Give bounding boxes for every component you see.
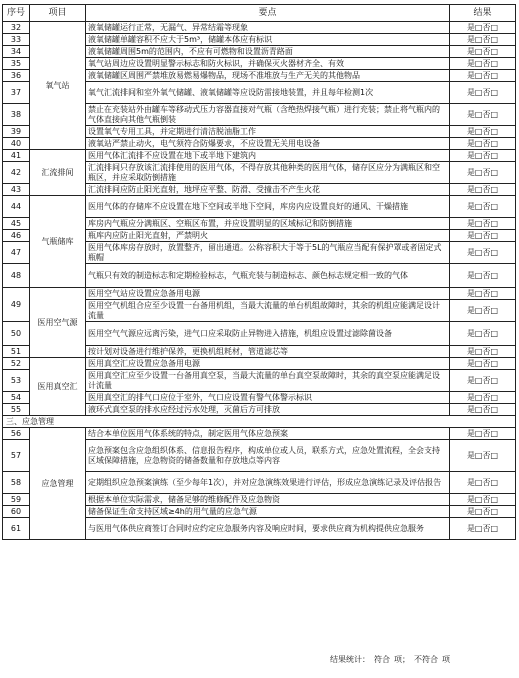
- table-row: [3, 358, 516, 370]
- result-checkbox[interactable]: 是□否□: [450, 196, 516, 218]
- row-no: 50: [3, 322, 30, 346]
- row-point: 医用空气气源应远离污染，进气口应采取防止异物进入措施，机组应设置过滤除菌设备: [86, 322, 450, 346]
- result-checkbox[interactable]: 是□否□: [450, 494, 516, 506]
- result-checkbox[interactable]: 是□否□: [450, 46, 516, 58]
- row-point: 汇流排间应防止阳光直射，地坪应平整、防滑、受撞击不产生火花: [86, 184, 450, 196]
- result-checkbox[interactable]: 是□否□: [450, 440, 516, 472]
- row-point: 按计划对设备进行维护保养，更换机组耗材，管道滤芯等: [86, 346, 450, 358]
- group-oxygen: 氧气站: [30, 22, 86, 150]
- group-emergency: 应急管理: [30, 428, 86, 540]
- result-checkbox[interactable]: 是□否□: [450, 58, 516, 70]
- summary-pass-unit: 项；: [394, 655, 410, 664]
- row-no: 38: [3, 104, 30, 126]
- row-no: 48: [3, 264, 30, 288]
- group-vacuum: 医用真空汇: [30, 358, 86, 416]
- row-no: 34: [3, 46, 30, 58]
- result-checkbox[interactable]: 是□否□: [450, 242, 516, 264]
- table-row: [3, 288, 516, 300]
- row-no: 53: [3, 370, 30, 392]
- row-point: 医用空气站应设置应急备用电源: [86, 288, 450, 300]
- result-checkbox[interactable]: 是□否□: [450, 428, 516, 440]
- result-checkbox[interactable]: 是□否□: [450, 370, 516, 392]
- row-point: 医用真空汇的排气口应位于室外，气口应设置有警气体警示标识: [86, 392, 450, 404]
- header-item: 项目: [30, 5, 86, 22]
- table-row: [3, 22, 516, 34]
- section-row: [3, 416, 516, 428]
- result-checkbox[interactable]: 是□否□: [450, 404, 516, 416]
- result-summary: [330, 654, 454, 665]
- row-no: 37: [3, 82, 30, 104]
- row-point: 库房内气瓶应分满瓶区、空瓶区布置，并应设置明显的区域标记和防倒措施: [86, 218, 450, 230]
- section-title: 三、应急管理: [3, 416, 516, 428]
- result-checkbox[interactable]: 是□否□: [450, 358, 516, 370]
- result-checkbox[interactable]: 是□否□: [450, 184, 516, 196]
- group-air-source: 医用空气源: [30, 288, 86, 358]
- row-point: 气瓶只有效的制造标志和定期检验标志，气瓶充装与制造标志、颜色标志规定相一致的气体: [86, 264, 450, 288]
- header-point: 要点: [86, 5, 450, 22]
- row-point: 医用真空汇应至少设置一台备用真空泵，当最大流量的单台真空泵故障时，其余的真空泵应能满足设计流量: [86, 370, 450, 392]
- row-no: 46: [3, 230, 30, 242]
- row-point: 液环式真空泵的排水应经过污水处理，灭菌后方可排放: [86, 404, 450, 416]
- row-point: 医用空气机组合应至少设置一台备用机组，当最大流量的单台机组故障时，其余的机组应能满足设计流量: [86, 300, 450, 322]
- result-checkbox[interactable]: 是□否□: [450, 82, 516, 104]
- row-no: 33: [3, 34, 30, 46]
- row-point: 液氧储罐单罐容积不应大于5m³，储罐本体应有标识: [86, 34, 450, 46]
- result-checkbox[interactable]: 是□否□: [450, 150, 516, 162]
- row-point: 应急预案包含应急组织体系、信息报告程序，构成单位或人员，联系方式，应急处置流程，全会支持区域保障措施，应急物资的储备数量和存放地点等内容: [86, 440, 450, 472]
- result-checkbox[interactable]: 是□否□: [450, 70, 516, 82]
- row-point: 根据本单位实际需求，储备足够的维修配件及应急物资: [86, 494, 450, 506]
- summary-fail: 不符合: [414, 655, 438, 664]
- result-checkbox[interactable]: 是□否□: [450, 162, 516, 184]
- row-no: 35: [3, 58, 30, 70]
- row-no: 42: [3, 162, 30, 184]
- result-checkbox[interactable]: 是□否□: [450, 138, 516, 150]
- row-no: 51: [3, 346, 30, 358]
- result-checkbox[interactable]: 是□否□: [450, 392, 516, 404]
- table-row: [3, 196, 516, 218]
- result-checkbox[interactable]: 是□否□: [450, 346, 516, 358]
- row-no: 44: [3, 196, 30, 218]
- result-checkbox[interactable]: 是□否□: [450, 322, 516, 346]
- row-no: 45: [3, 218, 30, 230]
- row-no: 58: [3, 472, 30, 494]
- row-point: 液氧储罐区周围严禁堆放易燃易爆物品，现场不准堆放与生产无关的其他物品: [86, 70, 450, 82]
- row-no: 61: [3, 518, 30, 540]
- summary-label: 结果统计：: [330, 655, 370, 664]
- row-point: 定期组织应急预案演练（至少每年1次），并对应急演练效果进行评估，形成应急演练记录及评估报告: [86, 472, 450, 494]
- row-no: 56: [3, 428, 30, 440]
- row-no: 55: [3, 404, 30, 416]
- row-point: 禁止在充装站外由罐车等移动式压力容器直接对气瓶（含绝热焊接气瓶）进行充装；禁止将气瓶内的气体直接向其他气瓶倒装: [86, 104, 450, 126]
- row-point: 瓶库内应防止阳光直射，严禁明火: [86, 230, 450, 242]
- row-no: 39: [3, 126, 30, 138]
- row-no: 54: [3, 392, 30, 404]
- row-point: 医用气体的存储库不应设置在地下空间或半地下空间，库房内应设置良好的通风、干燥措施: [86, 196, 450, 218]
- row-no: 49: [3, 288, 30, 322]
- result-checkbox[interactable]: 是□否□: [450, 300, 516, 322]
- row-no: 40: [3, 138, 30, 150]
- row-point: 汇流排间只存放该汇流排使用的医用气体，不得存放其他种类的医用气体，储存区应分为满瓶区和空瓶区，并应采取防倒措施: [86, 162, 450, 184]
- row-point: 液氧储罐周围5m的范围内，不应有可燃物和设置沥青路面: [86, 46, 450, 58]
- result-checkbox[interactable]: 是□否□: [450, 264, 516, 288]
- row-point: 液氧储罐运行正常，无漏气、异常结霜等现象: [86, 22, 450, 34]
- row-no: 43: [3, 184, 30, 196]
- row-point: 氧气汇流排间和室外氧气储罐、液氧储罐等应设防雷接地装置，并且每年检测1次: [86, 82, 450, 104]
- table-row: [3, 150, 516, 162]
- row-no: 59: [3, 494, 30, 506]
- result-checkbox[interactable]: 是□否□: [450, 218, 516, 230]
- row-point: 氧气站周边应设置明显警示标志和防火标识，并确保灭火器材齐全、有效: [86, 58, 450, 70]
- result-checkbox[interactable]: 是□否□: [450, 472, 516, 494]
- row-no: 57: [3, 440, 30, 472]
- summary-fail-unit: 项: [442, 655, 450, 664]
- header-row: [3, 5, 516, 22]
- inspection-table: [2, 4, 516, 540]
- row-no: 60: [3, 506, 30, 518]
- table-row: [3, 428, 516, 440]
- row-no: 41: [3, 150, 30, 162]
- header-no: 序号: [3, 5, 30, 22]
- result-checkbox[interactable]: 是□否□: [450, 126, 516, 138]
- result-checkbox[interactable]: 是□否□: [450, 22, 516, 34]
- result-checkbox[interactable]: 是□否□: [450, 230, 516, 242]
- group-manifold: 汇流排间: [30, 150, 86, 196]
- row-point: 医用气体库房存放时，放置整齐，留出通道。公称容积大于等于5L的气瓶应当配有保护罩或者固定式瓶帽: [86, 242, 450, 264]
- row-point: 结合本单位医用气体系统的特点，制定医用气体应急预案: [86, 428, 450, 440]
- row-point: 设置氧气专用工具，并定期进行清洁脱油脂工作: [86, 126, 450, 138]
- row-no: 32: [3, 22, 30, 34]
- header-result: 结果: [450, 5, 516, 22]
- row-point: 液氧站严禁止动火，电气须符合防爆要求，不应设置无关用电设备: [86, 138, 450, 150]
- row-point: 与医用气体供应商签订合同时应约定应急服务内容及响应时间，要求供应商为机构提供应急服务: [86, 518, 450, 540]
- row-no: 52: [3, 358, 30, 370]
- row-point: 医用气体汇流排不应设置在地下或半地下建筑内: [86, 150, 450, 162]
- row-point: 储备保证生命支持区域≥4h的用气量的应急气源: [86, 506, 450, 518]
- result-checkbox[interactable]: 是□否□: [450, 34, 516, 46]
- result-checkbox[interactable]: 是□否□: [450, 288, 516, 300]
- group-cylinder-store: 气瓶储库: [30, 196, 86, 288]
- result-checkbox[interactable]: 是□否□: [450, 518, 516, 540]
- row-no: 36: [3, 70, 30, 82]
- result-checkbox[interactable]: 是□否□: [450, 104, 516, 126]
- row-point: 医用真空汇应设置应急备用电源: [86, 358, 450, 370]
- summary-pass: 符合: [374, 655, 390, 664]
- row-no: 47: [3, 242, 30, 264]
- result-checkbox[interactable]: 是□否□: [450, 506, 516, 518]
